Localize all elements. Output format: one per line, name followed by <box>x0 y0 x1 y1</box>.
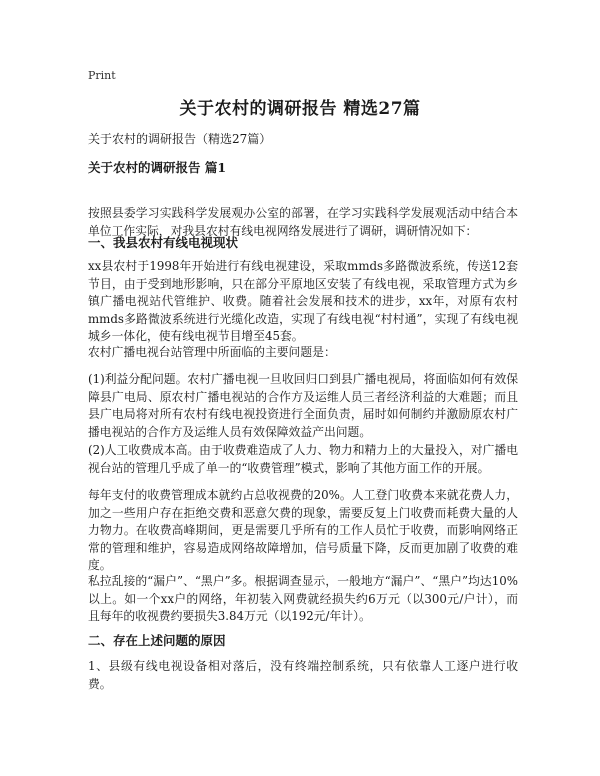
section-heading-2: 二、存在上述问题的原因 <box>88 633 226 648</box>
paragraph-4: (2)人工收费成本高。由于收费难造成了人力、物力和精力上的大量投入，对广播电视台站的管理几乎成了单一的“收费管理”模式，影响了其他方面工作的开展。 <box>88 443 518 475</box>
section-heading-1: 一、我县农村有线电视现状 <box>88 235 239 250</box>
paragraph-1: xx县农村于1998年开始进行有线电视建设，采取mmds多路微波系统，传送12套节目，由于受到地形影响，只在部分平原地区安装了有线电视，采取管理方式为乡镇广播电视站代管维护、收费。随着社会发展和技术的进步，xx年，对原有农村mmds多路微波系统进行光缆化改造，实现了有线电视“村村通”，实现了有线电视城乡一体化，使有线电视节目增至45套。 <box>88 259 518 343</box>
article-heading: 关于农村的调研报告 篇1 <box>88 160 227 175</box>
paragraph-3: (1)利益分配问题。农村广播电视一旦收回归口到县广播电视局，将面临如何有效保障县广电局、原农村广播电视站的合作方及运维人员三者经济利益的大难题；而且县广电局将对所有农村有线电视投资进行全面负责，届时如何制约并激励原农村广播电视站的合作方及运维人员有效保障效益产出问题。 <box>88 372 518 439</box>
paragraph-7: 1、县级有线电视设备相对落后，没有终端控制系统，只有依靠人工逐户进行收费。 <box>88 659 518 691</box>
paragraph-2: 农村广播电视台站管理中所面临的主要问题是： <box>88 345 336 359</box>
paragraph-6: 私拉乱接的“漏户”、“黑户”多。根据调查显示，一般地方“漏户”、“黑户”均达10%以上。如一个xx户的网络，年初装入网费就经损失约6万元（以300元/户计），而且每年的收视费约要损失3.84万元（以192元/年计）。 <box>88 574 518 623</box>
intro-paragraph: 按照县委学习实践科学发展观办公室的部署，在学习实践科学发展观活动中结合本单位工作实际，对我县农村有线电视网络发展进行了调研，调研情况如下： <box>88 206 518 238</box>
document-subtitle: 关于农村的调研报告（精选27篇） <box>88 132 272 146</box>
page-title: 关于农村的调研报告 精选27篇 <box>179 99 421 119</box>
print-link[interactable]: Print <box>88 69 116 82</box>
paragraph-5: 每年支付的收费管理成本就约占总收视费的20%。人工登门收费本来就花费人力，加之一些用户存在拒绝交费和恶意欠费的现象，需要反复上门收费而耗费大量的人力物力。在收费高峰期间，更是需要几乎所有的工作人员忙于收费，而影响网络正常的管理和维护，容易造成网络故障增加，信号质量下降，反而更加剧了收费的难度。 <box>88 488 518 572</box>
